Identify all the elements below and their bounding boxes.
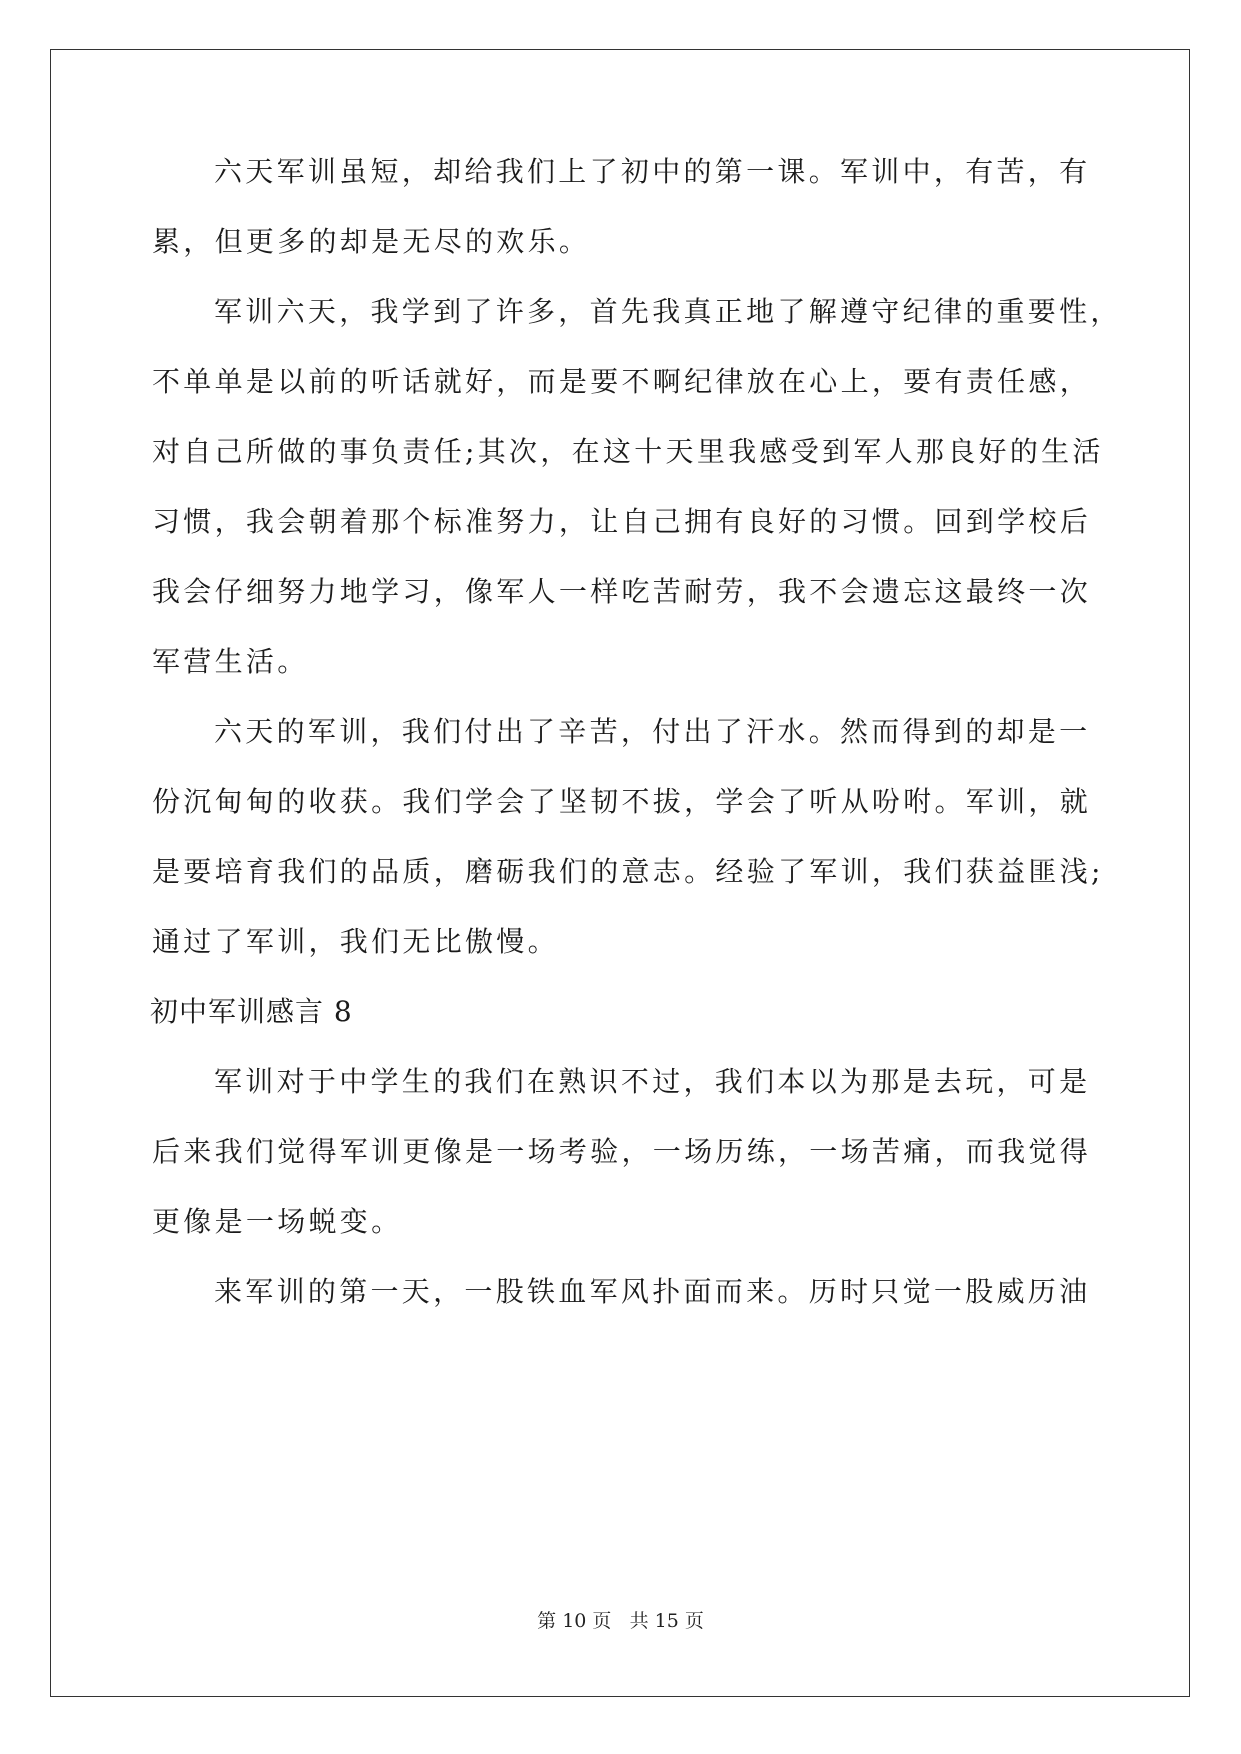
paragraph-line: 累，但更多的却是无尽的欢乐。 bbox=[152, 225, 591, 258]
paragraph-line: 不单单是以前的听话就好，而是要不啊纪律放在心上，要有责任感， bbox=[152, 365, 1092, 398]
paragraph-line: 更像是一场蜕变。 bbox=[152, 1205, 403, 1238]
paragraph-line: 军训对于中学生的我们在熟识不过，我们本以为那是去玩，可是 bbox=[214, 1065, 1091, 1098]
paragraph-line: 军训六天，我学到了许多，首先我真正地了解遵守纪律的重要性， bbox=[214, 295, 1122, 328]
paragraph-line: 通过了军训，我们无比傲慢。 bbox=[152, 925, 559, 958]
section-heading: 初中军训感言 8 bbox=[150, 995, 353, 1028]
paragraph-line: 对自己所做的事负责任;其次，在这十天里我感受到军人那良好的生活 bbox=[152, 435, 1104, 468]
page-number: 第 10 页 bbox=[537, 1610, 612, 1632]
paragraph-line: 我会仔细努力地学习，像军人一样吃苦耐劳，我不会遗忘这最终一次 bbox=[152, 575, 1092, 608]
page-footer bbox=[0, 1608, 1241, 1634]
paragraph-line: 份沉甸甸的收获。我们学会了坚韧不拔，学会了听从吩咐。军训，就 bbox=[152, 785, 1092, 818]
paragraph-line: 习惯，我会朝着那个标准努力，让自己拥有良好的习惯。回到学校后 bbox=[152, 505, 1092, 538]
paragraph-line: 军营生活。 bbox=[152, 645, 309, 678]
paragraph-line: 是要培育我们的品质，磨砺我们的意志。经验了军训，我们获益匪浅; bbox=[152, 855, 1104, 888]
paragraph-line: 后来我们觉得军训更像是一场考验，一场历练，一场苦痛，而我觉得 bbox=[152, 1135, 1092, 1168]
paragraph-line: 六天军训虽短，却给我们上了初中的第一课。军训中，有苦，有 bbox=[214, 155, 1091, 188]
page-total: 共 15 页 bbox=[629, 1610, 704, 1632]
paragraph-line: 来军训的第一天，一股铁血军风扑面而来。历时只觉一股威历油 bbox=[214, 1275, 1091, 1308]
paragraph-line: 六天的军训，我们付出了辛苦，付出了汗水。然而得到的却是一 bbox=[214, 715, 1091, 748]
